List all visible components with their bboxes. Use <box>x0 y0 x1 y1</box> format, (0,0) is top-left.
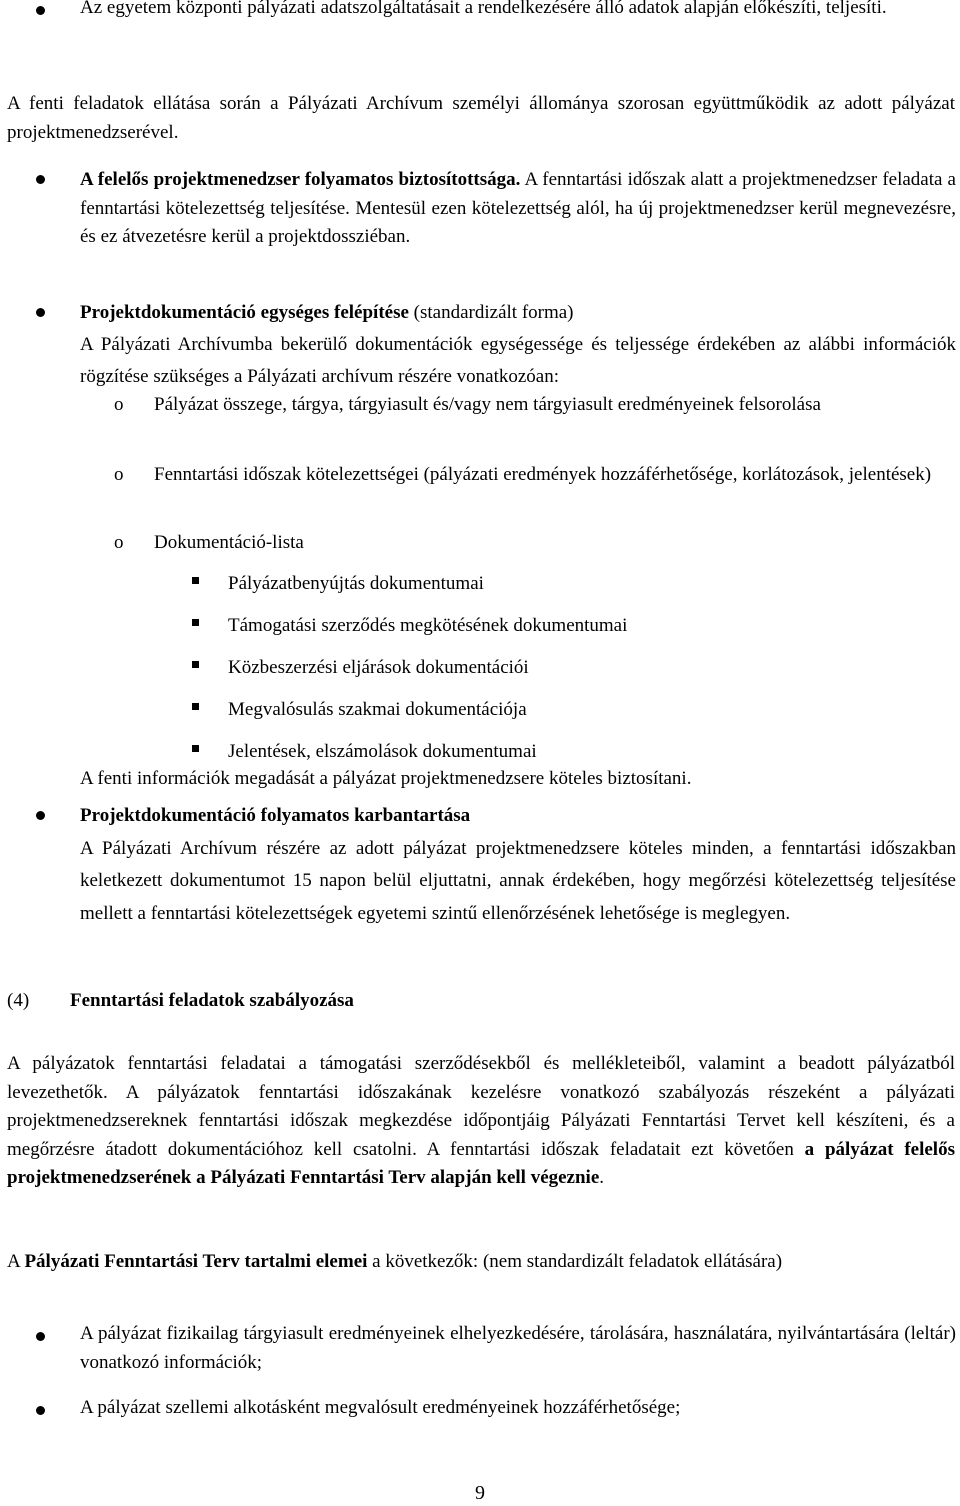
paragraph-plan-elements-lead: A <box>7 1251 25 1272</box>
bullet-item-4 <box>80 800 956 930</box>
bullet-item-4-bold: Projektdokumentáció folyamatos karbantartása <box>80 805 471 826</box>
bullet-item-2-text: A fenntartási időszak alatt a projektmenedzser feladata a fenntartási kötelezettség teljesítése. Mentesül ezen kötelezettség alól, ha új projektmenedzser kerül megnevezésre, és ez átvezetésre kerül a projektdossziéban. <box>80 169 956 247</box>
doc-list-item-2: Támogatási szerződés megkötésének dokumentumai <box>228 615 628 636</box>
bullet-dot <box>36 6 45 15</box>
bullet-dot <box>36 811 45 820</box>
square-bullet <box>192 661 199 668</box>
bullet-item-2 <box>80 166 956 252</box>
sub-item-1: Pályázat összege, tárgya, tárgyiasult és/vagy nem tárgyiasult eredményeinek felsorolása <box>154 394 821 415</box>
paragraph-maintenance-end: . <box>599 1167 605 1188</box>
after-list-text: A fenti információk megadását a pályázat projektmenedzsere köteles biztosítani. <box>80 768 692 789</box>
paragraph-plan-elements-text: a következők: (nem standardizált feladatok ellátására) <box>367 1251 783 1272</box>
doc-list-item-1: Pályázatbenyújtás dokumentumai <box>228 573 484 594</box>
bullet-item-3 <box>80 297 956 393</box>
paragraph-cooperation: A fenti feladatok ellátása során a Pályázati Archívum személyi állománya szorosan együttműködik az adott pályázat projektmenedzserével. <box>7 93 955 143</box>
paragraph-plan-elements-bold: Pályázati Fenntartási Terv tartalmi elemei <box>24 1251 368 1272</box>
doc-list-item-3: Közbeszerzési eljárások dokumentációi <box>228 657 529 678</box>
square-bullet <box>192 577 199 584</box>
bullet-item-2-bold: A felelős projektmenedzser folyamatos biztosítottsága. <box>80 169 521 190</box>
bullet-item-6: A pályázat szellemi alkotásként megvalósult eredményeinek hozzáférhetősége; <box>80 1397 681 1418</box>
bullet-item-5: A pályázat fizikailag tárgyiasult eredményeinek elhelyezkedésére, tárolására, használatára, nyilvántartására (leltár) vonatkozó információk; <box>80 1323 956 1373</box>
bullet-item-3-text: (standardizált forma) <box>408 302 574 323</box>
sub-item-3: Dokumentáció-lista <box>154 532 304 553</box>
bullet-dot <box>36 175 45 184</box>
page-number: 9 <box>475 1482 485 1504</box>
sub-item-2: Fenntartási időszak kötelezettségei (pályázati eredmények hozzáférhetősége, korlátozások, jelentések) <box>154 464 932 485</box>
square-bullet <box>192 619 199 626</box>
bullet-item-3-body: A Pályázati Archívumba bekerülő dokumentációk egységessége és teljessége érdekében az alábbi információk rögzítése szükséges a Pályázati archívum részére vonatkozóan: <box>80 334 956 387</box>
bullet-dot <box>36 308 45 317</box>
doc-list-item-4: Megvalósulás szakmai dokumentációja <box>228 699 527 720</box>
sub-bullet-marker: o <box>114 394 124 415</box>
paragraph-plan-elements <box>7 1248 955 1277</box>
bullet-item-1: Az egyetem központi pályázati adatszolgáltatásait a rendelkezésére álló adatok alapján előkészíti, teljesíti. <box>80 0 887 18</box>
bullet-item-4-body: A Pályázati Archívum részére az adott pályázat projektmenedzsere köteles minden, a fenntartási időszakban keletkezett dokumentumot 15 napon belül eljuttatni, annak érdekében, hogy megőrzési kötelezettség teljesítése mellett a fenntartási kötelezettségek egyetemi szintű ellenőrzésének lehetősége is meglegyen. <box>80 837 956 924</box>
bullet-dot <box>36 1332 45 1341</box>
doc-list-item-5: Jelentések, elszámolások dokumentumai <box>228 741 537 762</box>
section-number: (4) <box>7 990 30 1011</box>
section-title: Fenntartási feladatok szabályozása <box>70 990 354 1011</box>
paragraph-maintenance-bold: a pályázat felelős projektmenedzserének a Pályázati Fenntartási Terv alapján kell végeznie <box>7 1138 955 1188</box>
square-bullet <box>192 745 199 752</box>
paragraph-maintenance-text: A pályázatok fenntartási feladatai a támogatási szerződésekből és mellékleteiből, valamint a beadott pályázatból levezethetők. A pályázatok fenntartási időszakának kezelésre vonatkozó szabályozás részeként a pályázati projektmenedzsereknek fenntartási időszak megkezdése időpontjáig Pályázati Fenntartási Tervet kell készíteni, és a megőrzésre átadott dokumentációhoz kell csatolni. A fenntartási időszak feladatait ezt követően <box>7 1053 955 1160</box>
paragraph-maintenance <box>7 1050 955 1193</box>
bullet-item-3-bold: Projektdokumentáció egységes felépítése <box>80 302 409 323</box>
bullet-dot <box>36 1406 45 1415</box>
sub-bullet-marker: o <box>114 464 124 485</box>
square-bullet <box>192 703 199 710</box>
sub-bullet-marker: o <box>114 532 124 553</box>
